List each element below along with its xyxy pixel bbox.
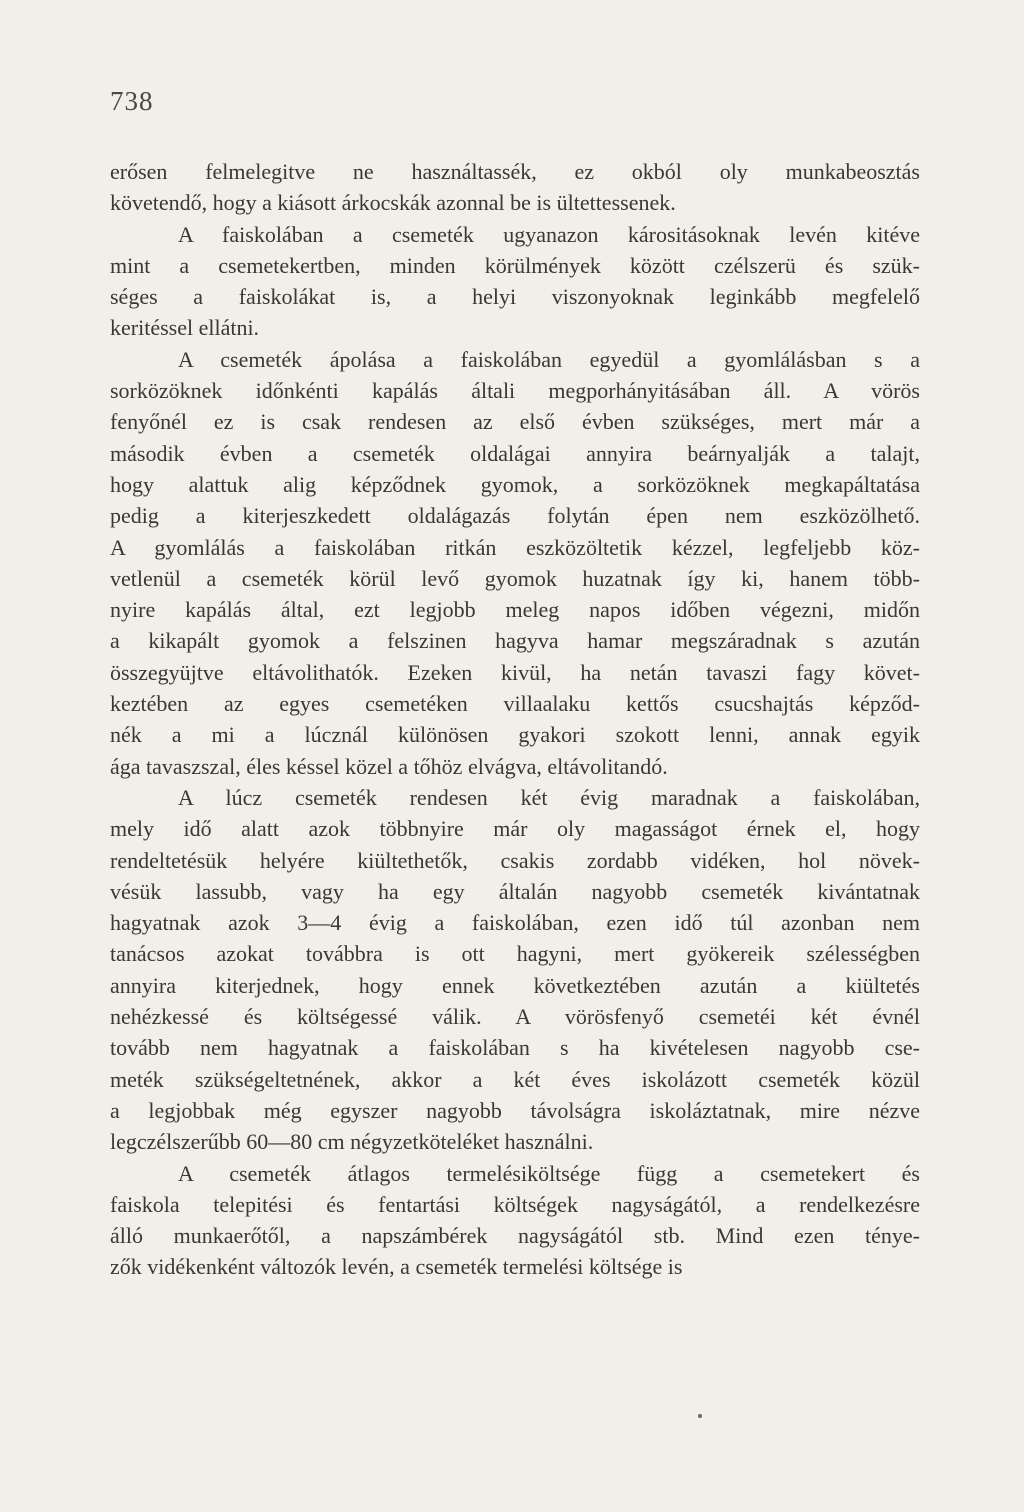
- text-line: mint a csemetekertben, minden körülmények között czélszerü és szük-: [110, 252, 920, 278]
- text-line: második évben a csemeték oldalágai annyira beárnyalják a talajt,: [110, 440, 920, 466]
- text-line: nék a mi a lúcznál különösen gyakori szokott lenni, annak egyik: [110, 722, 920, 748]
- text-line: fenyőnél ez is csak rendesen az első évben szükséges, mert már a: [110, 409, 920, 435]
- text-line: vetlenül a csemeték körül levő gyomok huzatnak így ki, hanem több-: [110, 565, 920, 591]
- text-line: annyira kiterjednek, hogy ennek következtében azután a kiültetés: [110, 972, 920, 998]
- text-line: a legjobbak még egyszer nagyobb távolságra iskoláztatnak, mire nézve: [110, 1097, 920, 1123]
- text-line: összegyüjtve eltávolithatók. Ezeken kivül, ha netán tavaszi fagy követ-: [110, 659, 920, 685]
- page-number: 738: [110, 86, 154, 116]
- paragraph: [110, 156, 920, 219]
- text-line: legczélszerűbb 60—80 cm négyzetköteléket használni.: [110, 1129, 594, 1155]
- text-line: sorközöknek időnkénti kapálás általi megporhányitásában áll. A vörös: [110, 378, 920, 404]
- text-line: nehézkessé és költségessé válik. A vörösfenyő csemetéi két évnél: [110, 1004, 920, 1030]
- text-line: rendeltetésük helyére kiültethetők, csakis zordabb vidéken, hol növek-: [110, 847, 920, 873]
- text-line: keritéssel ellátni.: [110, 315, 260, 341]
- text-line: hagyatnak azok 3—4 évig a faiskolában, ezen idő túl azonban nem: [110, 910, 920, 936]
- text-line: hogy alattuk alig képződnek gyomok, a sorközöknek megkapáltatása: [110, 471, 920, 497]
- text-line: nyire kapálás által, ezt legjobb meleg napos időben végezni, midőn: [110, 597, 920, 623]
- text-line: tanácsos azokat továbbra is ott hagyni, mert gyökereik szélességben: [110, 941, 920, 967]
- text-line: A csemeték ápolása a faiskolában egyedül a gyomlálásban s a: [178, 346, 920, 372]
- text-line: A gyomlálás a faiskolában ritkán eszközöltetik kézzel, legfeljebb köz-: [110, 534, 920, 560]
- text-line: keztében az egyes csemetéken villaalaku kettős csucshajtás képződ-: [110, 691, 920, 717]
- text-line: ága tavaszszal, éles késsel közel a tőhöz elvágva, eltávolitandó.: [110, 753, 668, 779]
- text-line: pedig a kiterjeszkedett oldalágazás folytán épen nem eszközölhető.: [110, 503, 920, 529]
- text-line: séges a faiskolákat is, a helyi viszonyoknak leginkább megfelelő: [110, 284, 920, 310]
- paper-speck: [698, 1414, 702, 1418]
- text-line: mely idő alatt azok többnyire már oly magasságot érnek el, hogy: [110, 816, 920, 842]
- text-line: meték szükségeltetnének, akkor a két éves iskolázott csemeték közül: [110, 1066, 920, 1092]
- text-line: erősen felmelegitve ne használtassék, ez okból oly munkabeosztás: [110, 159, 920, 184]
- paragraph: [110, 344, 920, 782]
- text-line: faiskola telepitési és fentartási költségek nagyságától, a rendelkezésre: [110, 1191, 920, 1217]
- text-line: vésük lassubb, vagy ha egy általán nagyobb csemeték kivántatnak: [110, 878, 920, 904]
- body-text: [110, 156, 920, 1283]
- paragraph: [110, 782, 920, 1158]
- text-line: A faiskolában a csemeték ugyanazon kárositásoknak levén kitéve: [178, 221, 920, 247]
- paragraph: [110, 219, 920, 344]
- paragraph: [110, 1158, 920, 1283]
- text-line: a kikapált gyomok a felszinen hagyva hamar megszáradnak s azután: [110, 628, 920, 654]
- text-line: zők vidékenként változók levén, a csemeték termelési költsége is: [110, 1254, 683, 1280]
- text-line: A lúcz csemeték rendesen két évig maradnak a faiskolában,: [178, 784, 920, 810]
- text-line: tovább nem hagyatnak a faiskolában s ha kivételesen nagyobb cse-: [110, 1035, 920, 1061]
- text-line: A csemeték átlagos termelésiköltsége függ a csemetekert és: [178, 1160, 920, 1186]
- text-line: álló munkaerőtől, a napszámbérek nagyságától stb. Mind ezen ténye-: [110, 1223, 920, 1249]
- text-line: követendő, hogy a kiásott árkocskák azonnal be is ültettessenek.: [110, 190, 676, 216]
